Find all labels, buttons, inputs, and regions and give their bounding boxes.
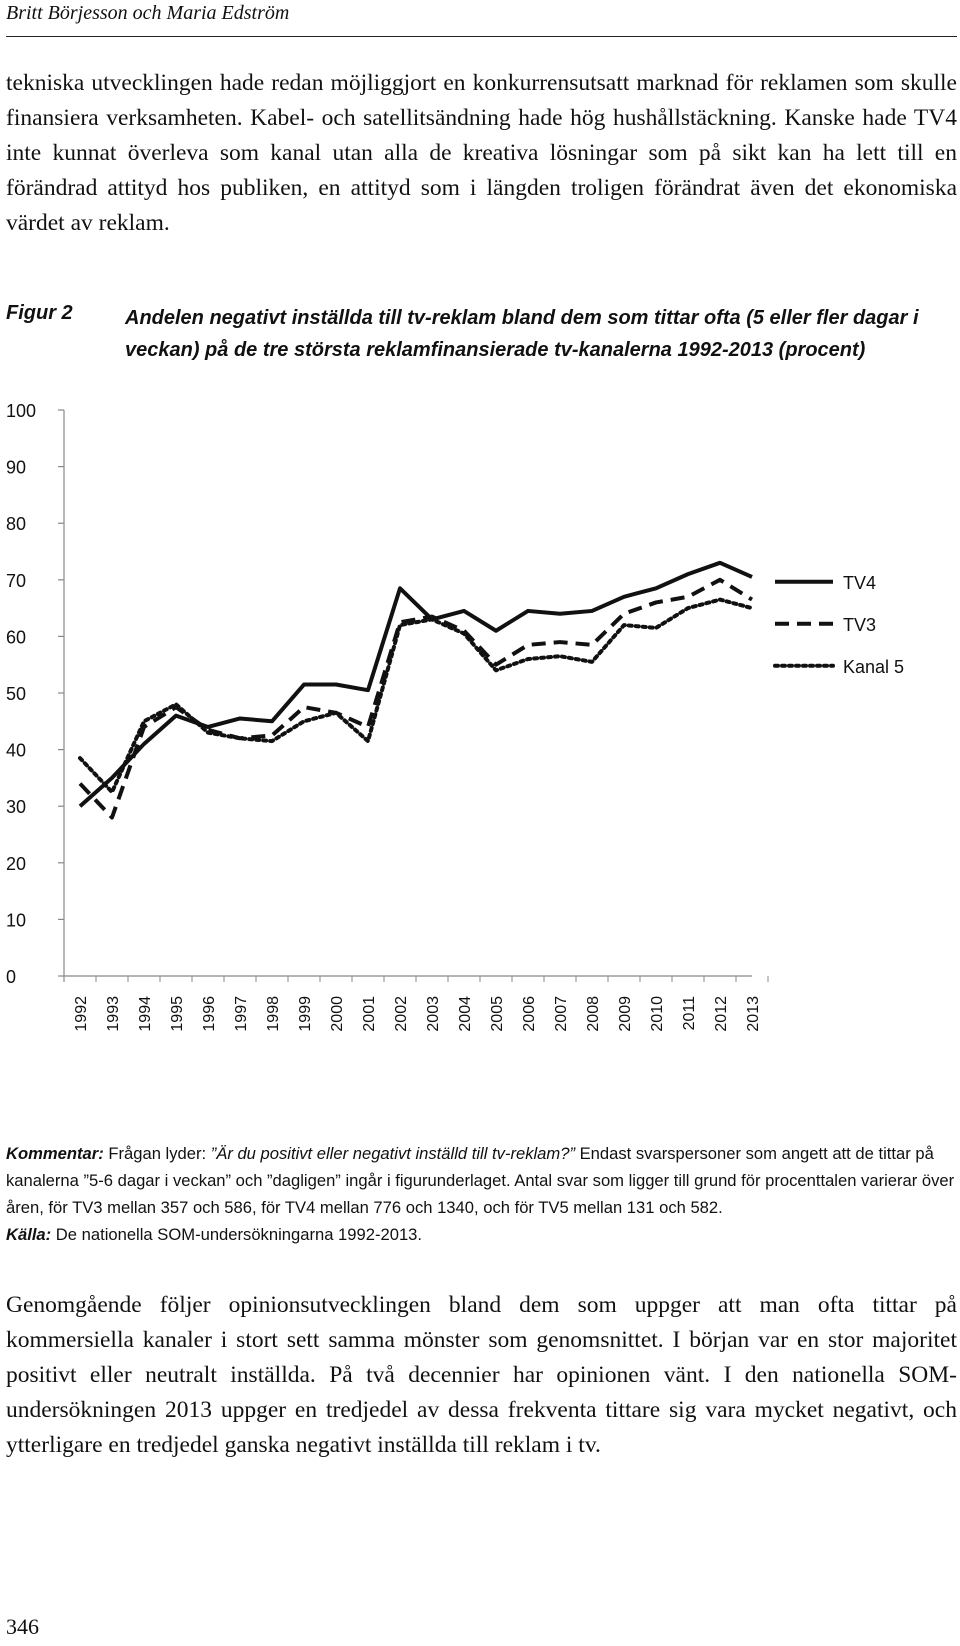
x-tick-label: 1999 — [297, 996, 314, 1032]
legend-label: Kanal 5 — [843, 656, 905, 677]
x-tick-label: 2001 — [361, 996, 378, 1032]
x-tick-label: 2011 — [681, 996, 698, 1031]
x-tick-label: 2013 — [745, 996, 762, 1032]
y-tick-label: 90 — [6, 457, 27, 478]
x-tick-label: 1996 — [201, 996, 218, 1032]
x-tick-label: 2002 — [393, 996, 410, 1032]
x-tick-label: 1995 — [169, 996, 186, 1032]
comment-rest: Endast svarspersoner som angett att de tittar på kanalerna ”5-6 dagar i veckan” och ”dagligen” ingår i figurunderlaget. Antal svar som ligger till grund för procenttalen varierar över åren, för TV3 mellan 357 och 586, för TV4 mellan 776 och 1340, och för TV5 mellan 131 och 582. — [6, 1144, 955, 1217]
x-tick-label: 1998 — [265, 996, 282, 1032]
x-tick-label: 2009 — [617, 996, 634, 1032]
figure-comment — [6, 1140, 957, 1221]
x-tick-label: 1997 — [233, 996, 250, 1032]
body-paragraph-1: tekniska utvecklingen hade redan möjliggjort en konkurrensutsatt marknad för reklamen som skulle finansiera verksamheten. Kabel- och satellitsändning hade hög hushållstäckning. Kanske hade TV4 inte kunnat överleva som kanal utan alla de kreativa lösningar som på sikt kan ha lett till en förändrad attityd hos publiken, en attityd som i längden troligen förändrat även det ekonomiska värdet av reklam. — [6, 70, 957, 236]
series-line-tv3 — [80, 580, 752, 818]
y-tick-label: 50 — [6, 684, 27, 704]
y-tick-label: 40 — [6, 740, 27, 761]
running-head: Britt Börjesson och Maria Edström — [6, 2, 290, 24]
source-label: Källa: — [6, 1225, 52, 1244]
x-tick-label: 2010 — [649, 996, 666, 1032]
figure-label: Figur 2 — [6, 302, 73, 324]
x-tick-label: 2007 — [553, 996, 570, 1032]
figure-title: Andelen negativt inställda till tv-reklam bland dem som tittar ofta (5 eller fler dagar i veckan) på de tre största reklamfinansierade tv-kanalerna 1992-2013 (procent) — [125, 307, 919, 361]
series-line-tv4 — [80, 563, 752, 806]
x-tick-label: 2004 — [457, 996, 474, 1032]
page-number: 346 — [6, 1614, 39, 1639]
y-tick-label: 0 — [6, 967, 17, 987]
x-tick-label: 1994 — [137, 996, 154, 1032]
x-tick-label: 2008 — [585, 996, 602, 1032]
y-tick-label: 30 — [6, 797, 27, 818]
y-tick-label: 100 — [6, 401, 37, 421]
y-tick-label: 10 — [6, 910, 27, 931]
source-text: De nationella SOM-undersökningarna 1992-2013. — [51, 1225, 423, 1244]
header-rule — [6, 36, 957, 37]
x-tick-label: 2006 — [521, 996, 538, 1032]
x-tick-label: 2012 — [713, 996, 730, 1032]
x-tick-label: 2000 — [329, 996, 346, 1032]
x-tick-label: 2003 — [425, 996, 442, 1032]
line-chart — [0, 400, 960, 1100]
figure-source — [6, 1225, 422, 1245]
comment-lead: Frågan lyder: — [103, 1144, 211, 1163]
legend-label: TV4 — [843, 572, 877, 593]
y-tick-label: 80 — [6, 514, 27, 535]
y-tick-label: 70 — [6, 570, 27, 591]
x-tick-label: 1992 — [73, 996, 90, 1032]
y-tick-label: 20 — [6, 853, 27, 874]
body-paragraph-2: Genomgående följer opinionsutvecklingen bland dem som uppger att man ofta tittar på kommersiella kanaler i stort sett samma mönster som genomsnittet. I början var en stor majoritet positivt eller neutralt inställda. På två decennier har opinionen vänt. I den nationella SOM-undersökningen 2013 uppger en tredjedel av dessa frekventa tittare sig vara mycket negativt, och ytterligare en tredjedel ganska negativt inställda till reklam i tv. — [6, 1292, 957, 1458]
x-tick-label: 1993 — [105, 996, 122, 1032]
comment-question: ”Är du positivt eller negativt inställd till tv-reklam?” — [210, 1144, 575, 1163]
comment-label: Kommentar: — [6, 1144, 104, 1163]
series-line-kanal-5 — [80, 600, 752, 792]
legend-label: TV3 — [843, 614, 877, 635]
y-tick-label: 60 — [6, 627, 27, 648]
x-tick-label: 2005 — [489, 996, 506, 1032]
